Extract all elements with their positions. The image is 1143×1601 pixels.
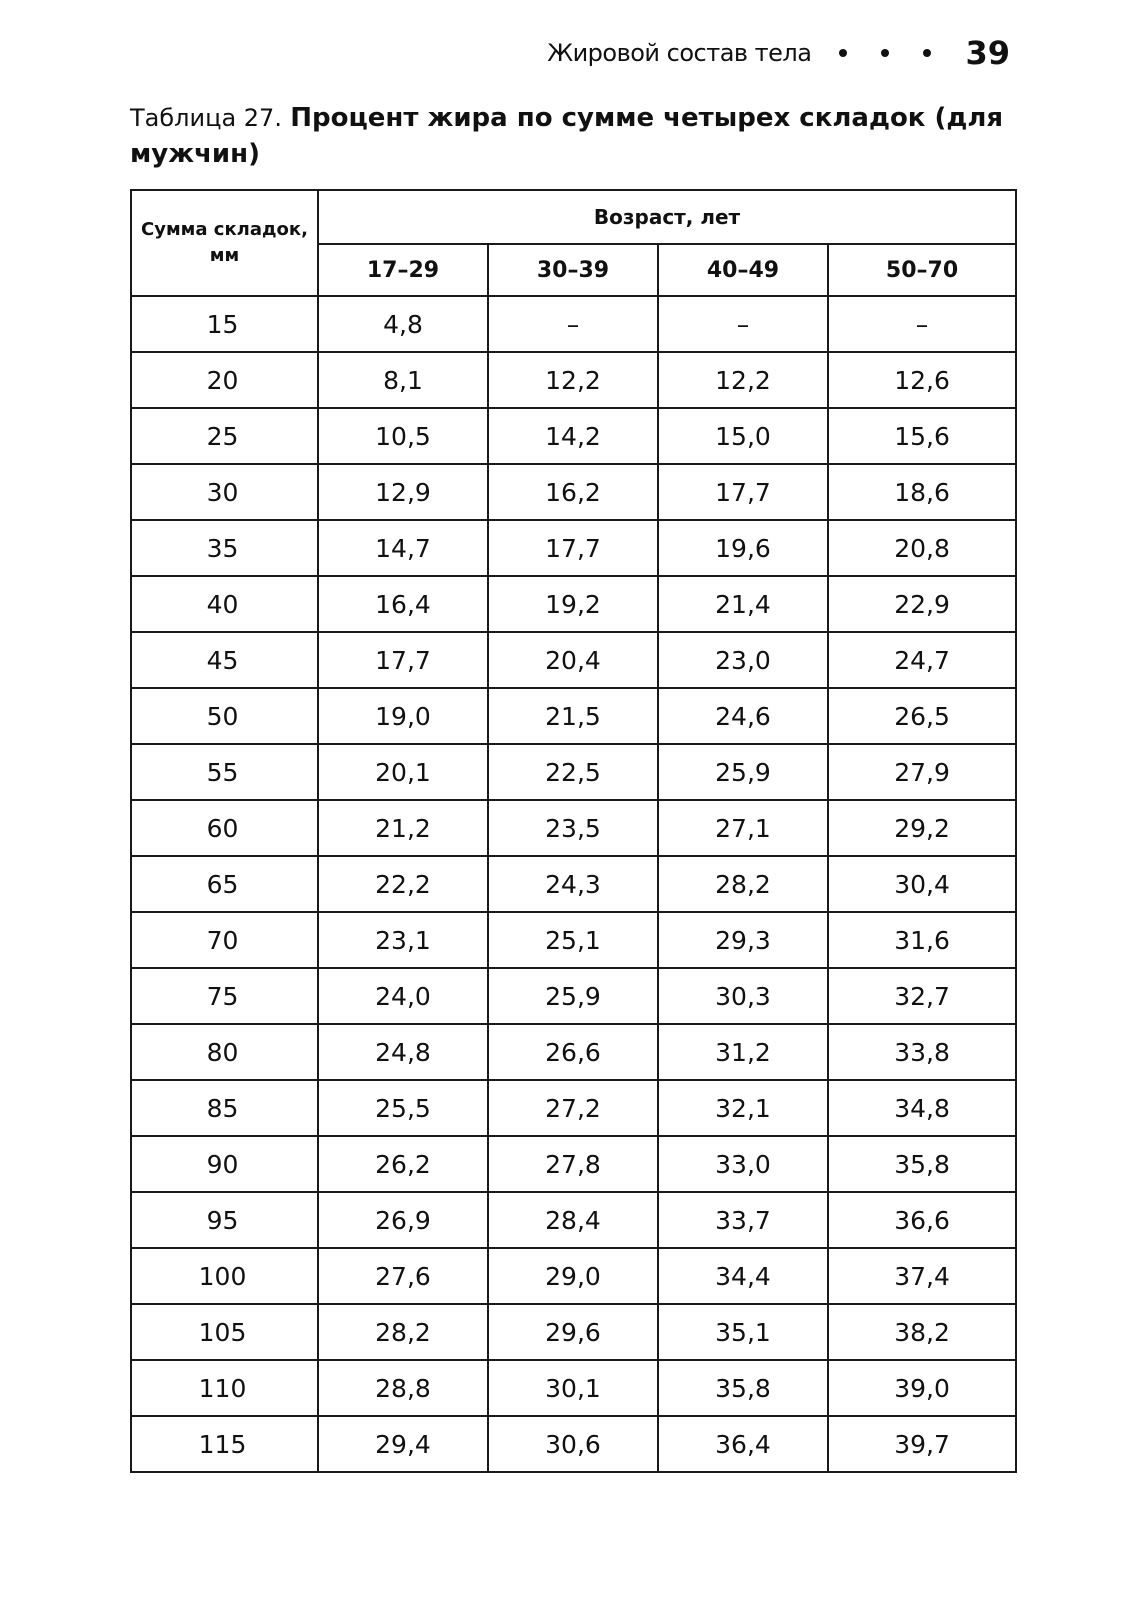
cell-fat-percent: 25,1 [488,912,658,968]
cell-fat-percent: 28,8 [318,1360,488,1416]
cell-fat-percent: 39,7 [828,1416,1016,1472]
cell-skinfold-sum: 115 [131,1416,318,1472]
cell-fat-percent: 26,5 [828,688,1016,744]
cell-fat-percent: 27,8 [488,1136,658,1192]
cell-skinfold-sum: 55 [131,744,318,800]
header-age-range: 17–29 [318,244,488,296]
table-header-row [131,190,1016,244]
cell-fat-percent: 39,0 [828,1360,1016,1416]
table-row [131,1080,1016,1136]
cell-skinfold-sum: 30 [131,464,318,520]
table-caption-title: Процент жира по сумме четырех складок (для мужчин) [130,103,1004,169]
table-row [131,1304,1016,1360]
table-row [131,1024,1016,1080]
cell-fat-percent: 29,0 [488,1248,658,1304]
cell-skinfold-sum: 100 [131,1248,318,1304]
table-row [131,744,1016,800]
cell-fat-percent: 19,2 [488,576,658,632]
cell-fat-percent: 35,1 [658,1304,828,1360]
cell-fat-percent: 23,0 [658,632,828,688]
cell-fat-percent: 33,7 [658,1192,828,1248]
cell-fat-percent: 24,0 [318,968,488,1024]
header-age-range: 40–49 [658,244,828,296]
table-row [131,632,1016,688]
cell-fat-percent: 26,2 [318,1136,488,1192]
separator-dots [839,49,931,57]
cell-skinfold-sum: 65 [131,856,318,912]
cell-fat-percent: 29,4 [318,1416,488,1472]
cell-fat-percent: 12,2 [488,352,658,408]
cell-fat-percent: 19,6 [658,520,828,576]
cell-skinfold-sum: 80 [131,1024,318,1080]
cell-skinfold-sum: 20 [131,352,318,408]
table-row [131,1416,1016,1472]
cell-fat-percent: 21,4 [658,576,828,632]
cell-fat-percent: 35,8 [828,1136,1016,1192]
header-skinfold-sum: Сумма складок, мм [131,190,318,296]
table-row [131,1248,1016,1304]
cell-fat-percent: 22,5 [488,744,658,800]
cell-skinfold-sum: 60 [131,800,318,856]
cell-fat-percent: 29,6 [488,1304,658,1360]
cell-fat-percent: 32,1 [658,1080,828,1136]
cell-skinfold-sum: 110 [131,1360,318,1416]
cell-fat-percent: 33,0 [658,1136,828,1192]
dot-icon [923,49,931,57]
page-number: 39 [965,34,1010,72]
cell-fat-percent: – [658,296,828,352]
cell-fat-percent: 18,6 [828,464,1016,520]
running-head [540,28,1010,78]
cell-fat-percent: 26,9 [318,1192,488,1248]
cell-fat-percent: 23,5 [488,800,658,856]
cell-skinfold-sum: 85 [131,1080,318,1136]
cell-fat-percent: 26,6 [488,1024,658,1080]
cell-fat-percent: 38,2 [828,1304,1016,1360]
table-body [131,296,1016,1472]
cell-fat-percent: 37,4 [828,1248,1016,1304]
cell-fat-percent: 30,4 [828,856,1016,912]
header-age-range: 50–70 [828,244,1016,296]
running-head-section-title: Жировой состав тела [547,39,812,67]
table-row [131,1360,1016,1416]
cell-fat-percent: – [828,296,1016,352]
table-row [131,1192,1016,1248]
cell-fat-percent: 34,4 [658,1248,828,1304]
cell-fat-percent: 24,6 [658,688,828,744]
table-row [131,520,1016,576]
cell-skinfold-sum: 75 [131,968,318,1024]
table-row [131,296,1016,352]
cell-skinfold-sum: 40 [131,576,318,632]
cell-fat-percent: 4,8 [318,296,488,352]
cell-skinfold-sum: 70 [131,912,318,968]
cell-skinfold-sum: 90 [131,1136,318,1192]
cell-fat-percent: 17,7 [318,632,488,688]
cell-fat-percent: – [488,296,658,352]
cell-fat-percent: 31,6 [828,912,1016,968]
cell-fat-percent: 30,1 [488,1360,658,1416]
cell-fat-percent: 16,4 [318,576,488,632]
cell-skinfold-sum: 15 [131,296,318,352]
cell-fat-percent: 29,2 [828,800,1016,856]
cell-fat-percent: 24,8 [318,1024,488,1080]
cell-fat-percent: 28,2 [658,856,828,912]
cell-skinfold-sum: 25 [131,408,318,464]
table-row [131,576,1016,632]
cell-fat-percent: 21,2 [318,800,488,856]
cell-fat-percent: 24,7 [828,632,1016,688]
cell-fat-percent: 16,2 [488,464,658,520]
dot-icon [839,49,847,57]
cell-fat-percent: 20,4 [488,632,658,688]
cell-fat-percent: 30,3 [658,968,828,1024]
table-row [131,688,1016,744]
cell-fat-percent: 12,6 [828,352,1016,408]
table-caption [130,100,1010,172]
dot-icon [881,49,889,57]
cell-fat-percent: 35,8 [658,1360,828,1416]
cell-skinfold-sum: 95 [131,1192,318,1248]
table-caption-label: Таблица 27. [130,104,282,132]
cell-fat-percent: 25,9 [488,968,658,1024]
header-age-range: 30–39 [488,244,658,296]
table-row [131,352,1016,408]
cell-fat-percent: 34,8 [828,1080,1016,1136]
cell-fat-percent: 15,6 [828,408,1016,464]
cell-fat-percent: 36,6 [828,1192,1016,1248]
cell-fat-percent: 27,2 [488,1080,658,1136]
cell-fat-percent: 19,0 [318,688,488,744]
cell-skinfold-sum: 35 [131,520,318,576]
cell-fat-percent: 15,0 [658,408,828,464]
cell-fat-percent: 27,9 [828,744,1016,800]
cell-fat-percent: 20,1 [318,744,488,800]
cell-fat-percent: 23,1 [318,912,488,968]
cell-fat-percent: 21,5 [488,688,658,744]
cell-fat-percent: 28,2 [318,1304,488,1360]
cell-fat-percent: 12,9 [318,464,488,520]
cell-skinfold-sum: 50 [131,688,318,744]
cell-skinfold-sum: 45 [131,632,318,688]
body-fat-table [130,189,1017,1473]
cell-fat-percent: 36,4 [658,1416,828,1472]
cell-fat-percent: 8,1 [318,352,488,408]
table-row [131,408,1016,464]
cell-fat-percent: 25,9 [658,744,828,800]
table-row [131,800,1016,856]
cell-fat-percent: 29,3 [658,912,828,968]
cell-fat-percent: 20,8 [828,520,1016,576]
cell-fat-percent: 10,5 [318,408,488,464]
cell-fat-percent: 27,6 [318,1248,488,1304]
cell-fat-percent: 22,2 [318,856,488,912]
table-header [131,190,1016,296]
cell-fat-percent: 14,7 [318,520,488,576]
table-row [131,1136,1016,1192]
table-row [131,856,1016,912]
cell-fat-percent: 33,8 [828,1024,1016,1080]
cell-fat-percent: 27,1 [658,800,828,856]
cell-fat-percent: 25,5 [318,1080,488,1136]
cell-fat-percent: 14,2 [488,408,658,464]
cell-fat-percent: 31,2 [658,1024,828,1080]
table-row [131,968,1016,1024]
cell-fat-percent: 32,7 [828,968,1016,1024]
table-row [131,464,1016,520]
cell-fat-percent: 12,2 [658,352,828,408]
cell-fat-percent: 17,7 [488,520,658,576]
cell-fat-percent: 17,7 [658,464,828,520]
cell-fat-percent: 30,6 [488,1416,658,1472]
cell-fat-percent: 24,3 [488,856,658,912]
header-age: Возраст, лет [318,190,1016,244]
table-row [131,912,1016,968]
cell-skinfold-sum: 105 [131,1304,318,1360]
cell-fat-percent: 22,9 [828,576,1016,632]
cell-fat-percent: 28,4 [488,1192,658,1248]
